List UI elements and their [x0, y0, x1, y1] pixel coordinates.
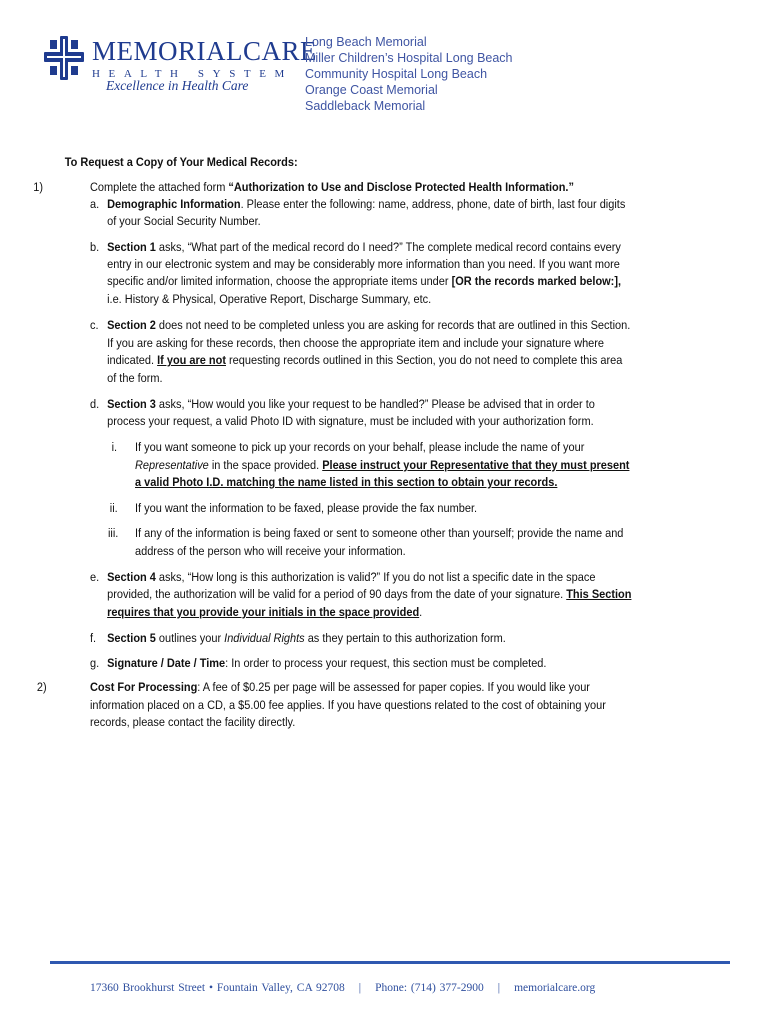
- sub-label: f.: [90, 631, 97, 645]
- sub-label: e.: [90, 570, 100, 584]
- sub-f-post: as they pertain to this authorization form.: [304, 631, 506, 645]
- sub-e-line-1: [107, 569, 595, 587]
- sub-b-line-2: entry in our electronic system and may be considerably more information than you need. If you want more: [107, 257, 620, 271]
- cross-logo-icon: [44, 36, 84, 80]
- item-2-line-3: records, please contact the facility directly.: [90, 715, 296, 729]
- sub-d-ii-line-1: If you want the information to be faxed, please provide the fax number.: [135, 501, 478, 515]
- individual-rights-term: Individual Rights: [224, 631, 305, 645]
- representative-term: Representative: [135, 458, 209, 472]
- sub-e-line-2-pre: provided, the authorization will be valid for a period of 90 days from the date of your signature.: [107, 587, 567, 601]
- brand-subtitle: HEALTH SYSTEM: [92, 68, 293, 80]
- sub-d-iii-line-1: If any of the information is being faxed or sent to someone other than yourself; provide the name and: [135, 526, 624, 540]
- facility-item: Community Hospital Long Beach: [305, 67, 488, 81]
- footer-address: 17360 Brookhurst Street • Fountain Valley, CA 92708: [90, 982, 345, 994]
- sub-b-line-3-text: specific and/or limited information, choose the appropriate items under: [107, 274, 452, 288]
- sub-e-line-2: [107, 586, 631, 604]
- sub-b-line-1: [107, 239, 621, 257]
- sub-d-iii-line-2: address of the person who will receive your information.: [135, 544, 406, 558]
- sub-e-emphasis-2: requires that you provide your initials in the space provided: [107, 605, 420, 619]
- sub-e-line-3: [107, 604, 422, 622]
- tagline: Excellence in Health Care: [106, 78, 249, 93]
- sub-e-text: asks, “How long is this authorization is valid?” If you do not list a specific date in the space: [155, 570, 596, 584]
- sub-d-i-mid: in the space provided.: [208, 458, 323, 472]
- sub-b-heading: Section 1: [107, 240, 156, 254]
- sub-label: a.: [90, 197, 100, 211]
- brand-block: [92, 37, 317, 81]
- sub-b-text: asks, “What part of the medical record do I need?” The complete medical record contains every: [155, 240, 621, 254]
- sub-d-heading: Section 3: [107, 397, 156, 411]
- sub-c-line-1: [107, 317, 630, 335]
- footer-phone: Phone: (714) 377-2900: [375, 982, 484, 994]
- sub-d-i-line-2: [135, 457, 629, 475]
- sub-c-line-3-pre: indicated.: [107, 353, 158, 367]
- sub-label: d.: [90, 397, 100, 411]
- sub-b-line-3: [107, 273, 621, 291]
- facility-item: Long Beach Memorial: [305, 35, 427, 49]
- sub-d-i-line-1: If you want someone to pick up your records on your behalf, please include the name of your: [135, 440, 585, 454]
- memorialcare-logo: [44, 34, 318, 109]
- sub-d-text: asks, “How would you like your request to be handled?” Please be advised that in order to: [155, 397, 595, 411]
- sub-d-line-1: [107, 396, 595, 414]
- facility-item: Miller Children’s Hospital Long Beach: [305, 51, 513, 65]
- sub-a-line-2: of your Social Security Number.: [107, 214, 261, 228]
- item-2-line-2: information placed on a CD, a $5.00 fee applies. If you have questions related to the cost of obtaining your: [90, 698, 606, 712]
- sub-label: b.: [90, 240, 100, 254]
- item-1-text-pre: Complete the attached form: [90, 180, 229, 194]
- item-1-text: [90, 179, 574, 197]
- item-2-line-1: [90, 679, 590, 697]
- sub-a-text: . Please enter the following: name, address, phone, date of birth, last four digits: [240, 197, 626, 211]
- footer-separator: |: [497, 982, 501, 994]
- facility-item: Saddleback Memorial: [305, 99, 426, 113]
- sub-c-text: does not need to be completed unless you are asking for records that are outlined in this Section.: [155, 318, 631, 332]
- facility-item: Orange Coast Memorial: [305, 83, 438, 97]
- item-2-heading: Cost For Processing: [90, 680, 198, 694]
- sub-c-line-4: of the form.: [107, 371, 163, 385]
- footer-separator: |: [358, 982, 362, 994]
- sub-f-mid: outlines your: [155, 631, 225, 645]
- sub-label: g.: [90, 656, 100, 670]
- sub-d-i-emphasis: Please instruct your Representative that they must present: [322, 458, 630, 472]
- sub-c-line-3: [107, 352, 622, 370]
- sub-c-heading: Section 2: [107, 318, 156, 332]
- roman-label: i.: [111, 440, 118, 454]
- facility-list: [305, 34, 513, 114]
- brand-name: MEMORIALCARE: [92, 36, 318, 66]
- sub-d-i-line-3: a valid Photo I.D. matching the name listed in this section to obtain your records.: [135, 475, 558, 489]
- footer-divider: [50, 961, 730, 964]
- sub-e-heading: Section 4: [107, 570, 156, 584]
- sub-b-line-4: i.e. History & Physical, Operative Report, Discharge Summary, etc.: [107, 292, 432, 306]
- sub-d-line-2: process your request, a valid Photo ID with signature, must be included with your authorization form.: [107, 414, 594, 428]
- item-number: 1): [33, 180, 44, 194]
- sub-f-heading: Section 5: [107, 631, 156, 645]
- sub-b-emphasis: [OR the records marked below:],: [451, 274, 622, 288]
- roman-label: ii.: [109, 501, 118, 515]
- footer: [90, 982, 595, 994]
- page-title: To Request a Copy of Your Medical Records:: [64, 155, 298, 169]
- footer-website: memorialcare.org: [514, 982, 596, 994]
- sub-c-line-3-post: requesting records outlined in this Section, you do not need to complete this area: [225, 353, 623, 367]
- sub-label: c.: [90, 318, 99, 332]
- roman-label: iii.: [108, 526, 119, 540]
- sub-a-line-1: [107, 196, 625, 214]
- sub-g-heading: Signature / Date / Time: [107, 656, 226, 670]
- item-number: 2): [36, 680, 47, 694]
- sub-g-post: : In order to process your request, this section must be completed.: [225, 656, 547, 670]
- sub-e-line-3-post: .: [419, 605, 423, 619]
- sub-f-line-1: [107, 630, 506, 648]
- sub-c-line-2: If you are asking for these records, then choose the appropriate item and include your signature where: [107, 336, 605, 350]
- sub-e-emphasis: This Section: [566, 587, 632, 601]
- item-2-text: : A fee of $0.25 per page will be assessed for paper copies. If you would like your: [197, 680, 590, 694]
- sub-c-emphasis: If you are not: [157, 353, 226, 367]
- letterhead: [44, 34, 744, 124]
- sub-g-line-1: [107, 655, 546, 673]
- sub-a-heading: Demographic Information: [107, 197, 241, 211]
- form-name: “Authorization to Use and Disclose Protected Health Information.”: [228, 180, 574, 194]
